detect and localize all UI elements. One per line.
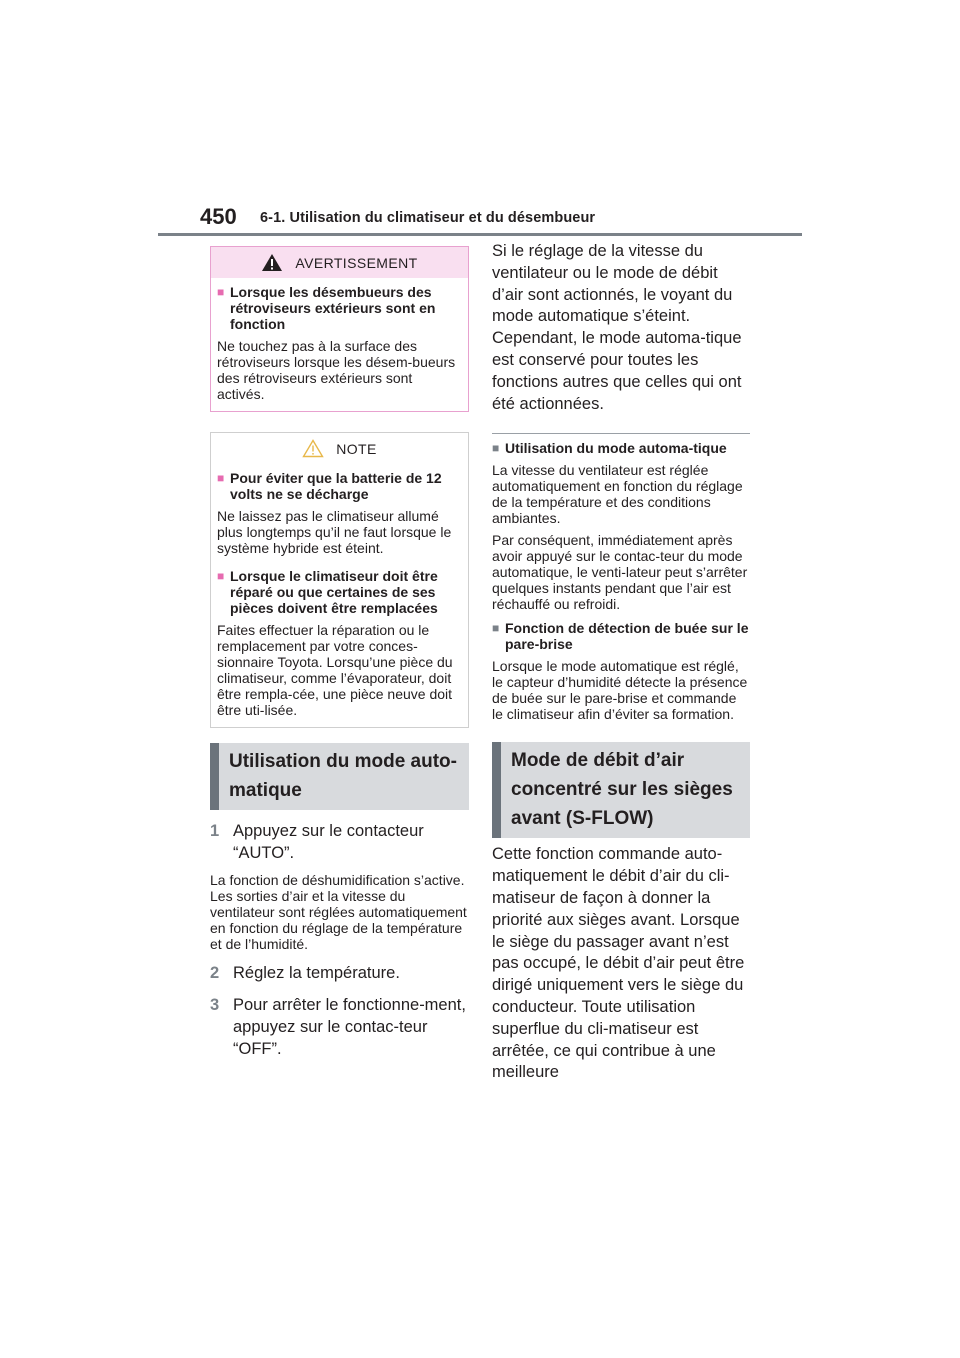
warning-subtitle: [217, 284, 462, 332]
step-3-text: Pour arrêter le fonctionne-ment, appuyez sur le contac-teur “OFF”.: [233, 996, 466, 1058]
left-column: [210, 246, 469, 1060]
warning-box-header: [211, 247, 468, 278]
warning-triangle-icon: [261, 253, 283, 272]
step-2-text: Réglez la température.: [233, 964, 400, 982]
auto-mode-heading: [210, 743, 469, 810]
warning-subtitle-text: Lorsque les désembueurs des rétroviseurs extérieurs sont en fonction: [230, 284, 436, 332]
info-1-paragraph-2: Par conséquent, immédiatement après avoir appuyé sur le contac-teur du mode automatique, le venti-lateur peut s’arrêter quelques instants pendant que l’air est réchauffé ou refroidi.: [492, 532, 748, 613]
square-bullet-icon: ■: [492, 441, 500, 456]
right-column: [492, 241, 750, 1084]
note-text-2: Faites effectuer la réparation ou le remplacement par votre conces-sionnaire Toyota. Lorsqu’une pièce du climatiseur, comme l’évaporateur, doit être rempla-cée, une pièce neuve doit être uti-lisée.: [217, 622, 453, 718]
page-header: [158, 204, 802, 234]
header-rule: [158, 233, 802, 236]
info-1-paragraph-1: La vitesse du ventilateur est réglée automatiquement en fonction du réglage de la température et des conditions ambiantes.: [492, 462, 743, 527]
auto-mode-heading-text: Utilisation du mode auto-matique: [229, 751, 457, 801]
info-subtitle-2: [492, 620, 750, 652]
info-subtitle-1: [492, 440, 750, 456]
note-text-1: Ne laissez pas le climatiseur allumé plus longtemps qu’il ne faut lorsque le système hybride est éteint.: [217, 508, 452, 556]
step-2-number: 2: [210, 964, 220, 982]
step-1-note: La fonction de déshumidification s’active. Les sorties d’air et la vitesse du ventilateur sont réglées automatiquement en fonction du réglage de la température et de l’humidité.: [210, 872, 467, 952]
note-box: [210, 432, 469, 728]
heading-bar: [492, 742, 501, 838]
page-number: 450: [200, 204, 237, 229]
step-3-number: 3: [210, 996, 220, 1014]
note-subtitle-2-text: Lorsque le climatiseur doit être réparé ou que certaines de ses pièces doivent être remplacées: [230, 568, 438, 616]
note-subtitle-1: [217, 470, 462, 502]
step-1-number: 1: [210, 822, 220, 840]
info-subtitle-1-text: Utilisation du mode automa-tique: [505, 440, 727, 457]
info-2-paragraph-1: Lorsque le mode automatique est réglé, le capteur d’humidité détecte la présence de buée sur le pare-brise et commande le climatiseur afin d’éviter sa formation.: [492, 658, 748, 723]
square-bullet-icon: ■: [217, 471, 225, 485]
info-rule: [492, 433, 750, 434]
note-box-header: [211, 433, 468, 464]
square-bullet-icon: ■: [217, 569, 225, 583]
sflow-paragraph: Cette fonction commande auto-matiquement le débit d’air du cli-matiseur de façon à donner la priorité aux sièges avant. Lorsque le siège du passager avant n’est pas occupé, le débit d’air peut être dirigé uniquement vers le siège du conducteur. Toute utilisation superflue du cli-matiseur est arrêtée, ce qui contribue à une meilleure: [492, 845, 745, 1082]
note-box-title: NOTE: [336, 440, 377, 457]
note-triangle-icon: [302, 439, 324, 458]
note-subtitle-2: [217, 568, 462, 616]
warning-box: [210, 246, 469, 412]
warning-box-title: AVERTISSEMENT: [295, 254, 418, 271]
step-3: [210, 994, 469, 1060]
section-title: 6-1. Utilisation du climatiseur et du désembueur: [260, 210, 596, 226]
step-1: [210, 820, 469, 864]
square-bullet-icon: ■: [217, 285, 225, 299]
square-bullet-icon: ■: [492, 621, 500, 636]
step-1-text: Appuyez sur le contacteur “AUTO”.: [233, 822, 424, 862]
sflow-heading-text: Mode de débit d’air concentré sur les sièges avant (S-FLOW): [511, 750, 733, 830]
note-subtitle-1-text: Pour éviter que la batterie de 12 volts ne se décharge: [230, 470, 442, 502]
warning-text: Ne touchez pas à la surface des rétroviseurs lorsque les désem-bueurs des rétroviseurs extérieurs sont activés.: [217, 338, 456, 402]
heading-bar: [210, 743, 219, 810]
intro-paragraph: Si le réglage de la vitesse du ventilateur ou le mode de débit d’air sont actionnés, le voyant du mode automatique s’éteint. Cependant, le mode automa-tique est conservé pour toutes les fonctions autres que celles qui ont été actionnées.: [492, 242, 742, 413]
step-2: [210, 962, 469, 984]
sflow-heading: [492, 742, 750, 838]
info-subtitle-2-text: Fonction de détection de buée sur le pare-brise: [505, 620, 749, 653]
